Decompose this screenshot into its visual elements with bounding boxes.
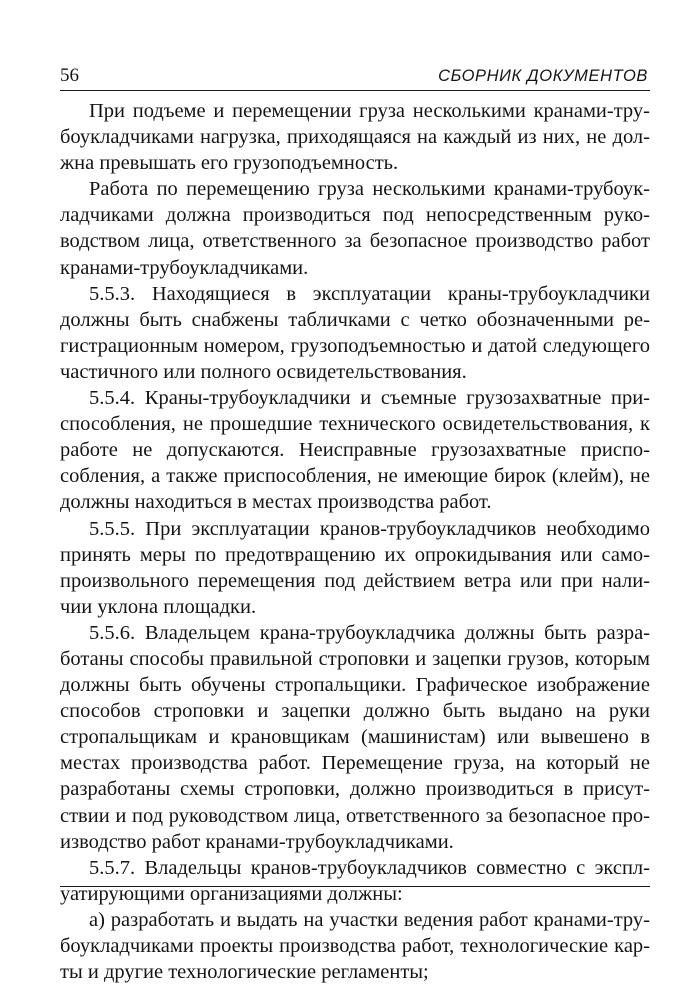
- page-header: [60, 64, 650, 91]
- paragraph-5-5-3: 5.5.3. Находящиеся в эксплуатации краны-трубоукладчики должны быть снабжены табличками с четко обозначенными регистрационным номером, грузоподъемностью и датой следующего частичного или полного освидетельствования.: [60, 282, 650, 383]
- list-item-a: а) разработать и выдать на участки ведения работ кранами-трубоукладчиками проекты производства работ, технологические карты и другие технологические регламенты;: [60, 908, 650, 984]
- running-title: СБОРНИК ДОКУМЕНТОВ: [438, 67, 648, 85]
- footer-divider: [60, 886, 650, 887]
- paragraph: Работа по перемещению груза несколькими кранами-трубоукладчиками должна производиться под непосредственным руководством лица, ответственного за безопасное производство работ кранами-трубоукладчиками.: [60, 178, 650, 279]
- page-number: 56: [60, 65, 79, 86]
- paragraph: При подъеме и перемещении груза несколькими кранами-трубоукладчиками нагрузка, приходящаяся на каждый из них, не должна превышать его грузоподъемность.: [60, 100, 650, 175]
- paragraph-5-5-4: 5.5.4. Краны-трубоукладчики и съемные грузозахватные приспособления, не прошедшие технического освидетельствования, к работе не допускаются. Неисправные грузозахватные приспособления, а также приспособления, не имеющие бирок (клейм), не должны находиться в местах производства работ.: [60, 387, 650, 514]
- body-text: [60, 98, 650, 985]
- paragraph-5-5-7: 5.5.7. Владельцы кранов-трубоукладчиков совместно с эксплуатирующими организациями должны:: [60, 856, 650, 905]
- paragraph-5-5-5: 5.5.5. При эксплуатации кранов-трубоукладчиков необходимо принять меры по предотвращению их опрокидывания или самопроизвольного перемещения под действием ветра или при наличии уклона площадки.: [60, 517, 650, 618]
- paragraph-5-5-6: 5.5.6. Владельцем крана-трубоукладчика должны быть разработаны способы правильной строповки и зацепки грузов, которым должны быть обучены стропальщики. Графическое изображение способов строповки и зацепки должно быть выдано на руки стропальщикам и крановщикам (машинистам) или вывешено в местах производства работ. Перемещение груза, на который не разработаны схемы строповки, должно производиться в присутствии и под руководством лица, ответственного за безопасное производство работ кранами-трубоукладчиками.: [60, 621, 650, 853]
